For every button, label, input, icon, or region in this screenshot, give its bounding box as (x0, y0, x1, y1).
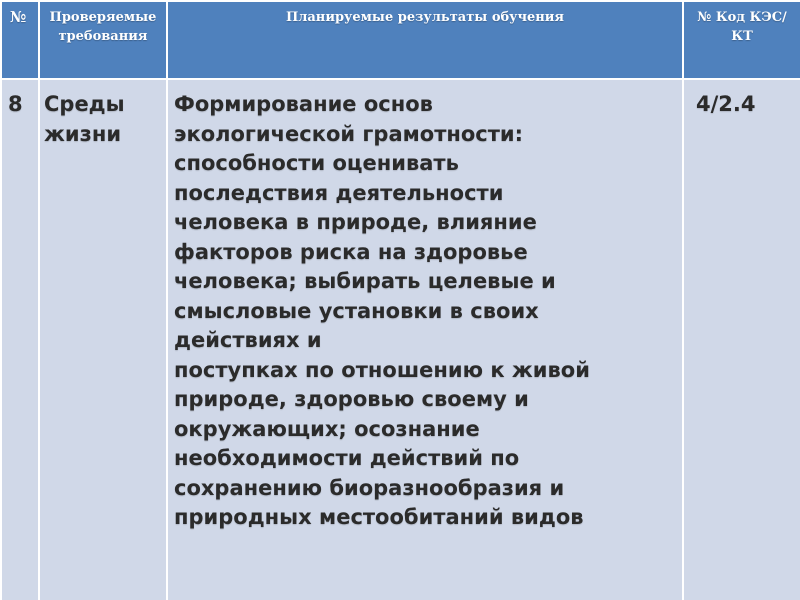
row-code: 4/2.4 (683, 79, 800, 600)
result-line: природных местообитаний видов (174, 505, 584, 529)
result-text (174, 90, 680, 533)
result-line: экологической грамотности: (174, 121, 524, 146)
row-number: 8 (1, 79, 39, 600)
result-line: природе, здоровью своему и (174, 387, 529, 411)
header-results: Планируемые результаты обучения (167, 1, 683, 79)
result-line: человека в природе, влияние (174, 210, 537, 234)
row-requirement: Среды жизни (39, 79, 167, 600)
table-row (1, 79, 800, 600)
result-line: необходимости действий по (174, 446, 520, 470)
header-number: № (1, 1, 39, 79)
result-line: действиях и (174, 328, 322, 352)
result-line: смысловые установки в своих (174, 298, 539, 323)
result-line: сохранению биоразнообразия и (174, 475, 565, 500)
result-line: поступках по отношению к живой (174, 357, 590, 382)
result-line: способности оценивать (174, 151, 459, 175)
header-requirements: Проверяемые требования (39, 1, 167, 79)
result-line: последствия деятельности (174, 180, 504, 205)
table-header-row (1, 1, 800, 79)
row-result (167, 79, 683, 600)
result-line: факторов риска на здоровье (174, 239, 528, 264)
result-line: окружающих; осознание (174, 416, 480, 441)
result-line: Формирование основ (174, 92, 433, 116)
result-line: человека; выбирать целевые и (174, 269, 556, 293)
header-code: № Код КЭС/ КТ (683, 1, 800, 79)
